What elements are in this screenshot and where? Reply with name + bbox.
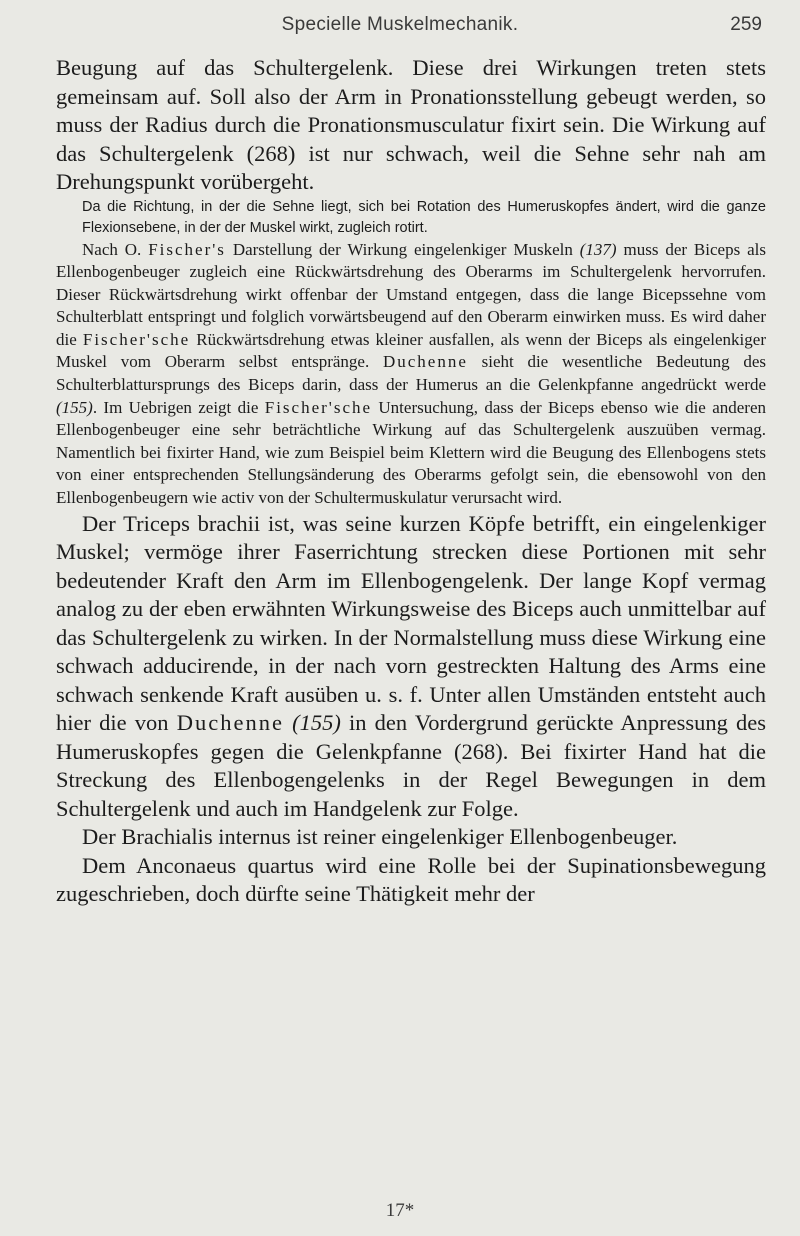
- paragraph-triceps: [56, 510, 766, 824]
- paragraph-biceps-end: Beugung auf das Schultergelenk. Diese drei Wirkungen treten stets gemeinsam auf. Soll also der Arm in Pronationsstellung gebeugt werden, so muss der Radius durch die Pronationsmusculatur fixirt sein. Die Wirkung auf das Schultergelenk (268) ist nur schwach, weil die Sehne sehr nah am Drehungspunkt vorübergeht.: [56, 55, 766, 194]
- text-run: in den Vordergrund gerückte Anpressung des Humeruskopfes gegen die Gelenkpfanne (268). Bei fixirter Hand hat die Streckung des Ellenbogengelenks in der Regel Bewegungen in dem Schultergelenk und auch im Handgelenk zur Folge.: [56, 710, 767, 821]
- reference: (155): [292, 710, 341, 736]
- printer-signature: 17*: [385, 1200, 415, 1221]
- reference: (137): [579, 239, 617, 259]
- text-run: sieht die wesentliche Bedeutung des Schulterblattursprungs des Biceps darin, dass der Humerus an die Gelenkpfanne angedrückt werde: [56, 352, 767, 395]
- paragraph-anconaeus: Dem Anconaeus quartus wird eine Rolle bei der Supinationsbewegung zugeschrieben, doch dürfte seine Thätigkeit mehr der: [56, 852, 766, 907]
- body-text: [56, 54, 766, 909]
- page-number: 259: [730, 14, 762, 35]
- author-name: Duchenne: [382, 352, 468, 372]
- text-run: Rückwärtsdrehung etwas kleiner ausfallen, als wenn der Biceps als eingelenkiger Muskel vom Oberarm selbst entspränge.: [56, 329, 766, 372]
- text-run: Der Triceps brachii ist, was seine kurzen Köpfe betrifft, ein eingelenkiger Muskel; vermöge ihrer Faserrichtung strecken diese Portionen mit sehr bedeutender Kraft den Arm im Ellenbogengelenk. Der lange Kopf vermag analog zu der eben erwähnten Wirkungsweise des Biceps auch unmittelbar auf das Schultergelenk zu wirken. In der Normalstellung muss diese Wirkung eine schwach adducirende, in der nach vorn gestreckten Haltung des Arms eine schwach senkende Kraft ausüben u. s. f. Unter allen Umständen entsteht auch hier die von: [56, 510, 766, 736]
- author-name: Duchenne: [176, 710, 284, 736]
- text-run: . Im Uebrigen zeigt die: [92, 397, 265, 417]
- reference: (155): [56, 397, 93, 417]
- text-run: Darstellung der Wirkung eingelenkiger Muskeln: [225, 239, 580, 259]
- text-run: Nach O.: [82, 239, 149, 259]
- paragraph-fischer: [56, 239, 766, 510]
- author-name: Fischer's: [148, 239, 226, 259]
- page-header: [0, 14, 800, 40]
- text-run: muss der Biceps als Ellenbogenbeuger zugleich eine Rückwärtsdrehung des Oberarms im Schultergelenk hervorrufen. Dieser Rückwärtsdrehung wirkt offenbar der Umstand entgegen, dass die lange Bicepssehne vom Schulterblatt entspringt und folglich vorwärtsbeugend auf den Oberarm einwirken muss. Es wird daher die: [56, 239, 766, 349]
- text-run: Untersuchung, dass der Biceps ebenso wie die anderen Ellenbogenbeuger eine sehr beträchtliche Wirkung auf das Schultergelenk auszuüben vermag. Namentlich bei fixirter Hand, wie zum Beispiel beim Klettern wird die Beugung des Ellenbogens stets von einer entsprechenden Stellungsänderung des Oberarms gefolgt sein, die ebensowohl von den Ellenbogenbeugern wie activ von der Schultermuskulatur verursacht wird.: [56, 397, 766, 508]
- paragraph-brachialis: Der Brachialis internus ist reiner eingelenkiger Ellenbogenbeuger.: [82, 824, 678, 850]
- note-rotation: Da die Richtung, in der die Sehne liegt, sich bei Rotation des Humeruskopfes ändert, wird die ganze Flexionsebene, in der der Muskel wirkt, zugleich rotirt.: [82, 198, 766, 236]
- author-name: Fischer'sche: [264, 397, 373, 417]
- author-name: Fischer'sche: [82, 329, 191, 349]
- text-run: [284, 710, 292, 735]
- running-head: Specielle Muskelmechanik.: [281, 14, 519, 35]
